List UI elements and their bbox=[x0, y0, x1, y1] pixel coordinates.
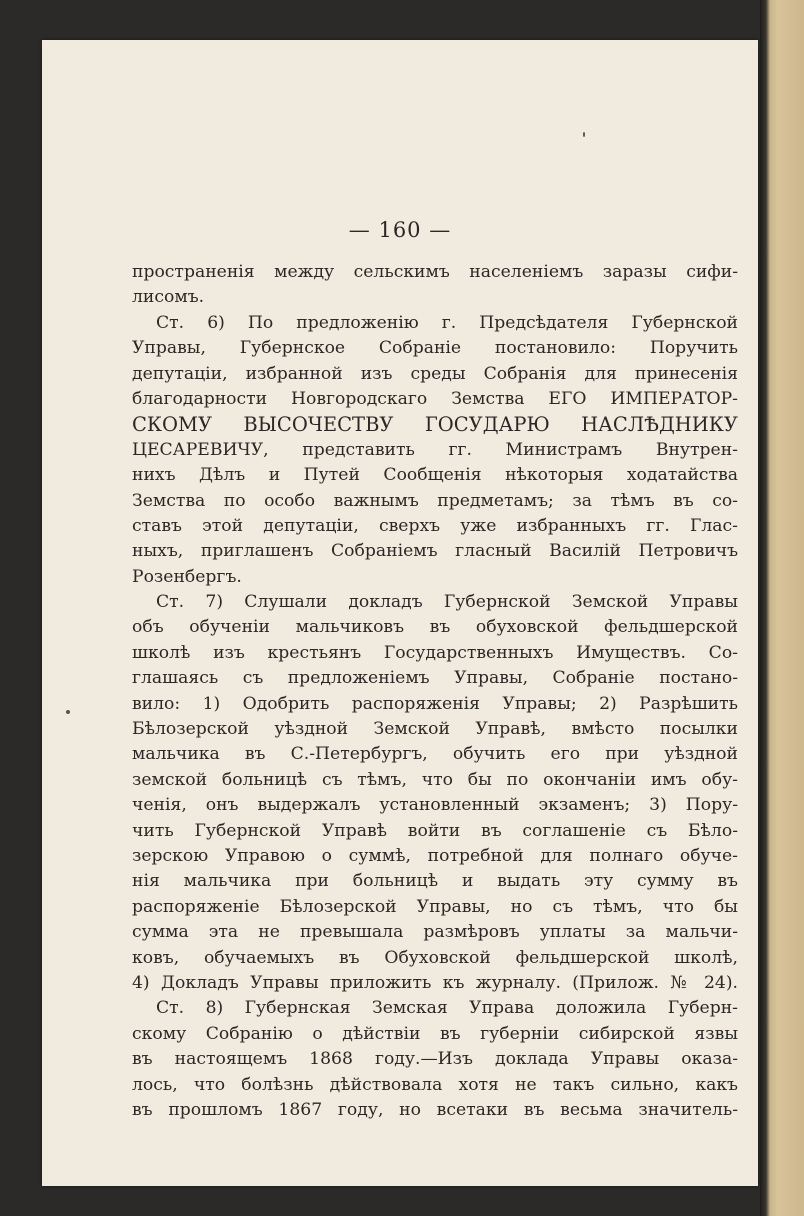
text-line: Бѣлозерской уѣздной Земской Управѣ, вмѣсто посылки bbox=[132, 719, 738, 740]
page-number: — 160 — bbox=[348, 218, 452, 242]
text-line: сумма эта не превышала размѣровъ уплаты за мальчи- bbox=[132, 922, 738, 943]
adjacent-page-edge bbox=[760, 0, 804, 1216]
text-line: лисомъ. bbox=[132, 287, 205, 308]
text-line: чить Губернской Управѣ войти въ соглашеніе съ Бѣло- bbox=[132, 820, 738, 841]
text-line: въ настоящемъ 1868 году.—Изъ доклада Управы оказа- bbox=[132, 1049, 738, 1070]
text-line: объ обученіи мальчиковъ въ обуховской фельдшерской bbox=[132, 617, 738, 638]
text-line: Управы, Губернское Собраніе постановило: Поручить bbox=[132, 338, 738, 359]
text-line: Ст. 7) Слушали докладъ Губернской Земской Управы bbox=[156, 592, 738, 613]
text-line: пространенія между сельскимъ населеніемъ заразы сифи- bbox=[132, 262, 738, 282]
text-line: мальчика въ С.-Петербургъ, обучить его при уѣздной bbox=[132, 744, 738, 765]
text-line: школѣ изъ крестьянъ Государственныхъ Имуществъ. Со- bbox=[132, 642, 738, 663]
text-line: вило: 1) Одобрить распоряженія Управы; 2) Разрѣшить bbox=[132, 693, 738, 714]
text-line: скому Собранію о дѣйствіи въ губерніи сибирской язвы bbox=[132, 1023, 738, 1044]
paper-speck bbox=[583, 132, 585, 137]
text-line: 4) Докладъ Управы приложить къ журналу. (Прилож. № 24). bbox=[132, 972, 738, 993]
text-line: благодарности Новгородскаго Земства ЕГО ИМПЕРАТОР- bbox=[132, 388, 738, 409]
text-line: ковъ, обучаемыхъ въ Обуховской фельдшерской школѣ, bbox=[132, 947, 738, 968]
text-line: глашаясь съ предложеніемъ Управы, Собраніе постано- bbox=[132, 668, 738, 689]
text-line: СКОМУ ВЫСОЧЕСТВУ ГОСУДАРЮ НАСЛѢДНИКУ bbox=[132, 413, 738, 437]
text-line: въ прошломъ 1867 году, но всетаки въ весьма значитель- bbox=[132, 1099, 738, 1120]
paper-speck bbox=[66, 710, 70, 714]
text-line: Земства по особо важнымъ предметамъ; за тѣмъ въ со- bbox=[132, 490, 738, 511]
text-line: ЦЕСАРЕВИЧУ, представить гг. Министрамъ Внутрен- bbox=[132, 439, 738, 460]
text-line: нихъ Дѣлъ и Путей Сообщенія нѣкоторыя ходатайства bbox=[132, 465, 738, 486]
text-line: земской больницѣ съ тѣмъ, что бы по окончаніи имъ обу- bbox=[132, 769, 738, 790]
text-line: лось, что болѣзнь дѣйствовала хотя не такъ сильно, какъ bbox=[132, 1074, 738, 1095]
text-line: нія мальчика при больницѣ и выдать эту сумму въ bbox=[132, 871, 738, 892]
book-page bbox=[42, 40, 758, 1186]
text-line: зерскою Управою о суммѣ, потребной для полнаго обуче- bbox=[132, 845, 738, 866]
text-line: ныхъ, приглашенъ Собраніемъ гласный Василій Петровичъ bbox=[132, 541, 738, 562]
text-line: Розенбергъ. bbox=[132, 566, 242, 587]
text-line: Ст. 8) Губернская Земская Управа доложила Губерн- bbox=[156, 998, 738, 1019]
text-line: распоряженіе Бѣлозерской Управы, но съ тѣмъ, что бы bbox=[132, 896, 738, 917]
body-text bbox=[132, 260, 738, 1123]
text-line: ченія, онъ выдержалъ установленный экзаменъ; 3) Пору- bbox=[132, 795, 738, 816]
text-line: депутаціи, избранной изъ среды Собранія для принесенія bbox=[132, 363, 738, 384]
text-line: Ст. 6) По предложенію г. Предсѣдателя Губернской bbox=[156, 312, 738, 333]
text-line: ставъ этой депутаціи, сверхъ уже избранныхъ гг. Глас- bbox=[132, 515, 738, 536]
